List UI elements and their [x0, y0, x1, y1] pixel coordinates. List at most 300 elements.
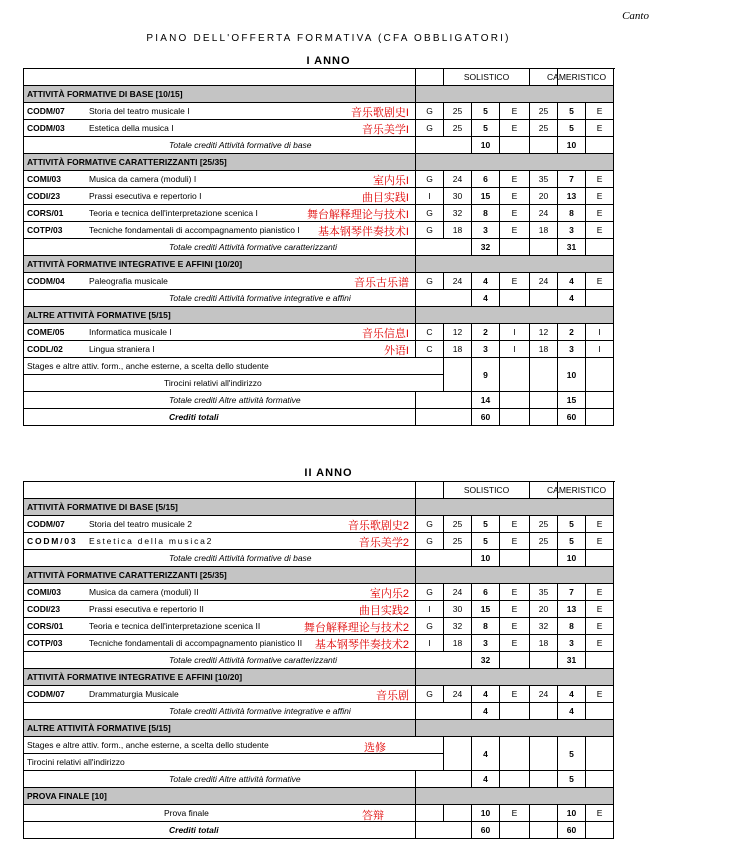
- blank-cell: [416, 805, 444, 822]
- solo-total: 4: [472, 771, 500, 788]
- course-type: G: [416, 273, 444, 290]
- solo-hours: 24: [444, 686, 472, 703]
- section-header-row: [24, 499, 614, 516]
- course-cell: [24, 205, 416, 222]
- solo-exam: E: [500, 120, 530, 137]
- total-label-text: Totale crediti Attività formative caratterizzanti: [169, 242, 338, 252]
- solo-hours: 18: [444, 635, 472, 652]
- stages-row: [24, 737, 614, 754]
- tirocini-label: Tirocini relativi all'indirizzo: [24, 754, 444, 771]
- course-type: G: [416, 171, 444, 188]
- course-chinese-name: 曲目实践I: [361, 192, 409, 204]
- course-row: [24, 516, 614, 533]
- solo-total: 10: [472, 137, 500, 154]
- course-cell: [24, 584, 416, 601]
- solo-exam: E: [500, 171, 530, 188]
- chamber-total: 31: [558, 652, 586, 669]
- blank-cell: [530, 652, 558, 669]
- course-name: Prassi esecutiva e repertorio I: [89, 191, 202, 201]
- solo-credits: 6: [472, 171, 500, 188]
- course-name: Drammaturgia Musicale: [89, 689, 179, 699]
- chamber-exam: E: [586, 516, 614, 533]
- blank-cell: [586, 392, 614, 409]
- course-chinese-name: 外语I: [383, 345, 409, 357]
- course-type: G: [416, 120, 444, 137]
- solo-credits: 3: [472, 635, 500, 652]
- course-type: G: [416, 222, 444, 239]
- course-row: [24, 686, 614, 703]
- solo-exam: I: [500, 324, 530, 341]
- chamber-exam: E: [586, 533, 614, 550]
- blank-cell: [530, 805, 558, 822]
- year1-title: I ANNO: [306, 55, 351, 67]
- course-row: [24, 584, 614, 601]
- course-cell: [24, 324, 416, 341]
- char-total-row: [24, 652, 614, 669]
- section-header-row: [24, 567, 614, 584]
- chamber-exam: E: [586, 222, 614, 239]
- solo-exam: E: [500, 188, 530, 205]
- blank-cell: [500, 409, 530, 426]
- course-chinese-name: 音乐歌剧史2: [347, 520, 409, 532]
- chamber-total: 4: [558, 703, 586, 720]
- course-code: CORS/01: [27, 208, 64, 218]
- course-code: COTP/03: [27, 225, 63, 235]
- course-row: [24, 533, 614, 550]
- year2-table: [23, 481, 614, 839]
- course-name: Prassi esecutiva e repertorio II: [89, 604, 204, 614]
- year2-title: II ANNO: [304, 467, 353, 479]
- solo-total: 14: [472, 392, 500, 409]
- chamber-exam: I: [586, 324, 614, 341]
- blank-cell: [500, 703, 530, 720]
- chamber-exam: E: [586, 103, 614, 120]
- course-cell: [24, 103, 416, 120]
- blank-cell: [500, 550, 530, 567]
- blank-cell: [586, 771, 614, 788]
- cameristico-text: CAMERISTICO: [547, 72, 607, 82]
- solo-credits: 6: [472, 584, 500, 601]
- course-cell: [24, 516, 416, 533]
- solo-hours: 30: [444, 188, 472, 205]
- solo-credits: 3: [472, 341, 500, 358]
- chamber-credits: 3: [558, 635, 586, 652]
- chamber-credits: 2: [558, 324, 586, 341]
- section-header-fill: [416, 669, 614, 686]
- stages-text: Stages e altre attiv. form., anche esterne, a scelta dello studente: [27, 740, 269, 750]
- blank-cell: [586, 358, 614, 392]
- solo-hours: 32: [444, 205, 472, 222]
- solo-credits: 5: [472, 533, 500, 550]
- credits-chamber-total: 60: [558, 822, 586, 839]
- course-chinese-name: 音乐古乐谱: [354, 277, 409, 289]
- base-total-row: [24, 550, 614, 567]
- stages-row: [24, 358, 614, 375]
- chamber-credits: 13: [558, 601, 586, 618]
- course-name: Lingua straniera I: [89, 344, 155, 354]
- total-label-text: Totale crediti Attività formative di base: [169, 140, 312, 150]
- solo-exam: E: [500, 618, 530, 635]
- stages-text: Stages e altre attiv. form., anche esterne, a scelta dello studente: [27, 361, 269, 371]
- total-label: [169, 290, 472, 307]
- blank-cell: [530, 358, 558, 392]
- total-label-text: Totale crediti Attività formative di base: [169, 553, 312, 563]
- course-name: Estetica della musica2: [89, 536, 214, 546]
- solo-hours: 25: [444, 516, 472, 533]
- blank-cell: [586, 822, 614, 839]
- course-name: Estetica della musica I: [89, 123, 174, 133]
- stages-chamber-credits: 10: [558, 358, 586, 392]
- header-spacer: [416, 69, 444, 86]
- char-section-header: ATTIVITÀ FORMATIVE CARATTERIZZANTI [25/35]: [24, 154, 416, 171]
- course-code: CODM/03: [27, 123, 65, 133]
- solo-credits: 8: [472, 205, 500, 222]
- course-name: Storia del teatro musicale I: [89, 106, 190, 116]
- solo-exam: E: [500, 516, 530, 533]
- course-chinese-name: 音乐美学2: [358, 537, 409, 549]
- solo-total: 32: [472, 239, 500, 256]
- other-total-row: [24, 392, 614, 409]
- chamber-hours: 18: [530, 341, 558, 358]
- blank-cell: [586, 409, 614, 426]
- course-name: Musica da camera (moduli) I: [89, 174, 197, 184]
- chamber-credits: 5: [558, 120, 586, 137]
- course-row: [24, 188, 614, 205]
- stages-chamber-credits: 5: [558, 737, 586, 771]
- chamber-exam: E: [586, 188, 614, 205]
- stages-chinese: 选修: [364, 742, 386, 754]
- solo-hours: 25: [444, 533, 472, 550]
- solo-credits: 5: [472, 120, 500, 137]
- chamber-credits: 8: [558, 205, 586, 222]
- chamber-hours: 24: [530, 686, 558, 703]
- credits-solo-total: 60: [472, 822, 500, 839]
- blank-cell: [530, 771, 558, 788]
- chamber-total: 10: [558, 550, 586, 567]
- solo-credits: 8: [472, 618, 500, 635]
- course-type: I: [416, 601, 444, 618]
- header-spacer: [24, 482, 416, 499]
- blank-cell: [586, 652, 614, 669]
- course-cell: [24, 635, 416, 652]
- section-header-row: [24, 669, 614, 686]
- total-label: [169, 550, 472, 567]
- course-code: CODM/07: [27, 519, 65, 529]
- course-type: G: [416, 618, 444, 635]
- cameristico-header: [547, 69, 614, 86]
- solo-credits: 3: [472, 222, 500, 239]
- total-label-text: Totale crediti Altre attività formative: [169, 774, 301, 784]
- year1-table: [23, 68, 614, 426]
- chamber-credits: 3: [558, 222, 586, 239]
- final-chamber-credits: 10: [558, 805, 586, 822]
- course-type: G: [416, 686, 444, 703]
- total-label: [169, 392, 472, 409]
- chamber-credits: 5: [558, 516, 586, 533]
- tirocini-label: Tirocini relativi all'indirizzo: [24, 375, 444, 392]
- chamber-hours: 35: [530, 584, 558, 601]
- course-cell: [24, 533, 416, 550]
- chamber-total: 15: [558, 392, 586, 409]
- course-code: CODL/02: [27, 344, 63, 354]
- credits-label: [169, 409, 472, 426]
- blank-cell: [530, 290, 558, 307]
- stages-solo-credits: 4: [472, 737, 500, 771]
- chamber-credits: 8: [558, 618, 586, 635]
- group-header-row: [24, 69, 614, 86]
- chamber-exam: E: [586, 584, 614, 601]
- solistico-header: SOLISTICO: [444, 69, 530, 86]
- solo-hours: 24: [444, 584, 472, 601]
- course-type: G: [416, 584, 444, 601]
- chamber-exam: I: [586, 341, 614, 358]
- solo-credits: 15: [472, 188, 500, 205]
- cameristico-text: CAMERISTICO: [547, 485, 607, 495]
- corner-label: Canto: [622, 10, 649, 22]
- solo-credits: 2: [472, 324, 500, 341]
- chamber-hours: 25: [530, 533, 558, 550]
- course-row: [24, 324, 614, 341]
- solo-exam: E: [500, 601, 530, 618]
- final-row: [24, 805, 614, 822]
- base-section-header: ATTIVITÀ FORMATIVE DI BASE [10/15]: [24, 86, 416, 103]
- blank-cell: [500, 290, 530, 307]
- course-cell: [24, 120, 416, 137]
- credits-solo-total: 60: [472, 409, 500, 426]
- course-row: [24, 103, 614, 120]
- chamber-hours: 35: [530, 171, 558, 188]
- chamber-hours: 18: [530, 222, 558, 239]
- blank-cell: [530, 822, 558, 839]
- course-name: Paleografia musicale: [89, 276, 168, 286]
- final-chamber-exam: E: [586, 805, 614, 822]
- chamber-hours: 24: [530, 273, 558, 290]
- course-code: CODM/07: [27, 689, 65, 699]
- blank-cell: [444, 737, 472, 771]
- course-chinese-name: 舞台解释理论与技术2: [303, 622, 409, 634]
- course-cell: [24, 601, 416, 618]
- total-label: [169, 703, 472, 720]
- course-cell: [24, 686, 416, 703]
- chamber-hours: 25: [530, 103, 558, 120]
- course-row: [24, 635, 614, 652]
- chamber-hours: 18: [530, 635, 558, 652]
- course-chinese-name: 基本钢琴伴奏技术2: [314, 639, 409, 651]
- course-type: I: [416, 635, 444, 652]
- course-name: Teoria e tecnica dell'interpretazione scenica I: [89, 208, 258, 218]
- total-label-text: Totale crediti Altre attività formative: [169, 395, 301, 405]
- solo-hours: 18: [444, 222, 472, 239]
- chamber-hours: 25: [530, 120, 558, 137]
- course-cell: [24, 188, 416, 205]
- course-code: COME/05: [27, 327, 65, 337]
- blank-cell: [530, 392, 558, 409]
- course-cell: [24, 618, 416, 635]
- cameristico-header: [547, 482, 614, 499]
- solo-total: 10: [472, 550, 500, 567]
- int-section-header: ATTIVITÀ FORMATIVE INTEGRATIVE E AFFINI [10/20]: [24, 669, 416, 686]
- course-chinese-name: 舞台解释理论与技术I: [306, 209, 409, 221]
- chamber-hours: 24: [530, 205, 558, 222]
- solo-exam: E: [500, 222, 530, 239]
- blank-cell: [586, 290, 614, 307]
- chamber-hours: 20: [530, 188, 558, 205]
- section-header-fill: [416, 307, 614, 324]
- header-spacer: [416, 482, 444, 499]
- char-section-header: ATTIVITÀ FORMATIVE CARATTERIZZANTI [25/35]: [24, 567, 416, 584]
- course-chinese-name: 音乐歌剧史I: [350, 107, 409, 119]
- course-name: Tecniche fondamentali di accompagnamento pianistico II: [89, 638, 303, 648]
- final-solo-exam: E: [500, 805, 530, 822]
- blank-cell: [500, 392, 530, 409]
- section-header-fill: [416, 154, 614, 171]
- other-total-row: [24, 771, 614, 788]
- total-label: [169, 239, 472, 256]
- chamber-hours: 12: [530, 324, 558, 341]
- total-label: [169, 137, 472, 154]
- course-cell: [24, 171, 416, 188]
- solo-credits: 5: [472, 516, 500, 533]
- chamber-credits: 5: [558, 103, 586, 120]
- course-chinese-name: 基本钢琴伴奏技术I: [317, 226, 409, 238]
- course-type: G: [416, 103, 444, 120]
- final-section-header: PROVA FINALE [10]: [24, 788, 416, 805]
- course-type: G: [416, 205, 444, 222]
- blank-cell: [444, 805, 472, 822]
- solo-total: 32: [472, 652, 500, 669]
- course-type: G: [416, 533, 444, 550]
- chamber-credits: 4: [558, 273, 586, 290]
- course-name: Teoria e tecnica dell'interpretazione scenica II: [89, 621, 261, 631]
- course-chinese-name: 音乐信息I: [361, 328, 409, 340]
- course-code: CORS/01: [27, 621, 64, 631]
- blank-cell: [500, 239, 530, 256]
- other-section-header: ALTRE ATTIVITÀ FORMATIVE [5/15]: [24, 720, 416, 737]
- section-header-row: [24, 86, 614, 103]
- course-code: CODM/03: [27, 536, 78, 546]
- solo-exam: E: [500, 533, 530, 550]
- section-header-fill: [416, 256, 614, 273]
- course-row: [24, 341, 614, 358]
- chamber-exam: E: [586, 618, 614, 635]
- course-name: Storia del teatro musicale 2: [89, 519, 192, 529]
- final-cell: [24, 805, 416, 822]
- course-code: COMI/03: [27, 174, 62, 184]
- blank-cell: [586, 550, 614, 567]
- credits-chamber-total: 60: [558, 409, 586, 426]
- stages-label: [24, 358, 444, 375]
- blank-cell: [586, 737, 614, 771]
- solistico-header: SOLISTICO: [444, 482, 530, 499]
- course-code: CODM/04: [27, 276, 65, 286]
- final-name: Prova finale: [164, 808, 209, 818]
- credits-label-text: Crediti totali: [169, 412, 219, 422]
- total-label: [169, 771, 472, 788]
- blank-cell: [530, 239, 558, 256]
- course-row: [24, 120, 614, 137]
- chamber-credits: 3: [558, 341, 586, 358]
- course-cell: [24, 273, 416, 290]
- course-code: CODM/07: [27, 106, 65, 116]
- credits-total-row: [24, 822, 614, 839]
- section-header-fill: [416, 499, 614, 516]
- course-row: [24, 222, 614, 239]
- stages-label: [24, 737, 444, 754]
- solo-hours: 25: [444, 103, 472, 120]
- course-chinese-name: 音乐剧: [376, 690, 409, 702]
- chamber-hours: 25: [530, 516, 558, 533]
- course-cell: [24, 222, 416, 239]
- solo-exam: E: [500, 635, 530, 652]
- char-total-row: [24, 239, 614, 256]
- course-chinese-name: 音乐美学I: [361, 124, 409, 136]
- course-row: [24, 618, 614, 635]
- course-row: [24, 171, 614, 188]
- chamber-total: 31: [558, 239, 586, 256]
- blank-cell: [586, 137, 614, 154]
- section-header-row: [24, 307, 614, 324]
- total-label-text: Totale crediti Attività formative integrative e affini: [169, 293, 351, 303]
- solo-exam: E: [500, 584, 530, 601]
- blank-cell: [500, 771, 530, 788]
- course-chinese-name: 曲目实践2: [358, 605, 409, 617]
- section-header-fill: [416, 788, 614, 805]
- course-type: C: [416, 324, 444, 341]
- chamber-credits: 7: [558, 171, 586, 188]
- blank-cell: [586, 703, 614, 720]
- course-code: COTP/03: [27, 638, 63, 648]
- base-total-row: [24, 137, 614, 154]
- solo-exam: I: [500, 341, 530, 358]
- credits-total-row: [24, 409, 614, 426]
- chamber-exam: E: [586, 601, 614, 618]
- blank-cell: [530, 737, 558, 771]
- course-row: [24, 205, 614, 222]
- section-header-fill: [416, 720, 614, 737]
- blank-cell: [444, 358, 472, 392]
- chamber-credits: 5: [558, 533, 586, 550]
- course-type: G: [416, 516, 444, 533]
- chamber-credits: 7: [558, 584, 586, 601]
- solo-hours: 24: [444, 273, 472, 290]
- course-chinese-name: 室内乐2: [369, 588, 409, 600]
- total-label-text: Totale crediti Attività formative integrative e affini: [169, 706, 351, 716]
- final-solo-credits: 10: [472, 805, 500, 822]
- solo-credits: 4: [472, 273, 500, 290]
- chamber-exam: E: [586, 635, 614, 652]
- section-header-row: [24, 154, 614, 171]
- chamber-exam: E: [586, 171, 614, 188]
- total-label-text: Totale crediti Attività formative caratterizzanti: [169, 655, 338, 665]
- section-header-row: [24, 788, 614, 805]
- solo-hours: 12: [444, 324, 472, 341]
- other-section-header: ALTRE ATTIVITÀ FORMATIVE [5/15]: [24, 307, 416, 324]
- chamber-credits: 13: [558, 188, 586, 205]
- solo-credits: 5: [472, 103, 500, 120]
- section-header-fill: [416, 567, 614, 584]
- chamber-exam: E: [586, 120, 614, 137]
- blank-cell: [530, 550, 558, 567]
- int-section-header: ATTIVITÀ FORMATIVE INTEGRATIVE E AFFINI [10/20]: [24, 256, 416, 273]
- course-name: Informatica musicale I: [89, 327, 172, 337]
- chamber-exam: E: [586, 205, 614, 222]
- course-type: C: [416, 341, 444, 358]
- course-code: CODI/23: [27, 191, 61, 201]
- int-total-row: [24, 290, 614, 307]
- solo-total: 4: [472, 290, 500, 307]
- course-name: Musica da camera (moduli) II: [89, 587, 199, 597]
- int-total-row: [24, 703, 614, 720]
